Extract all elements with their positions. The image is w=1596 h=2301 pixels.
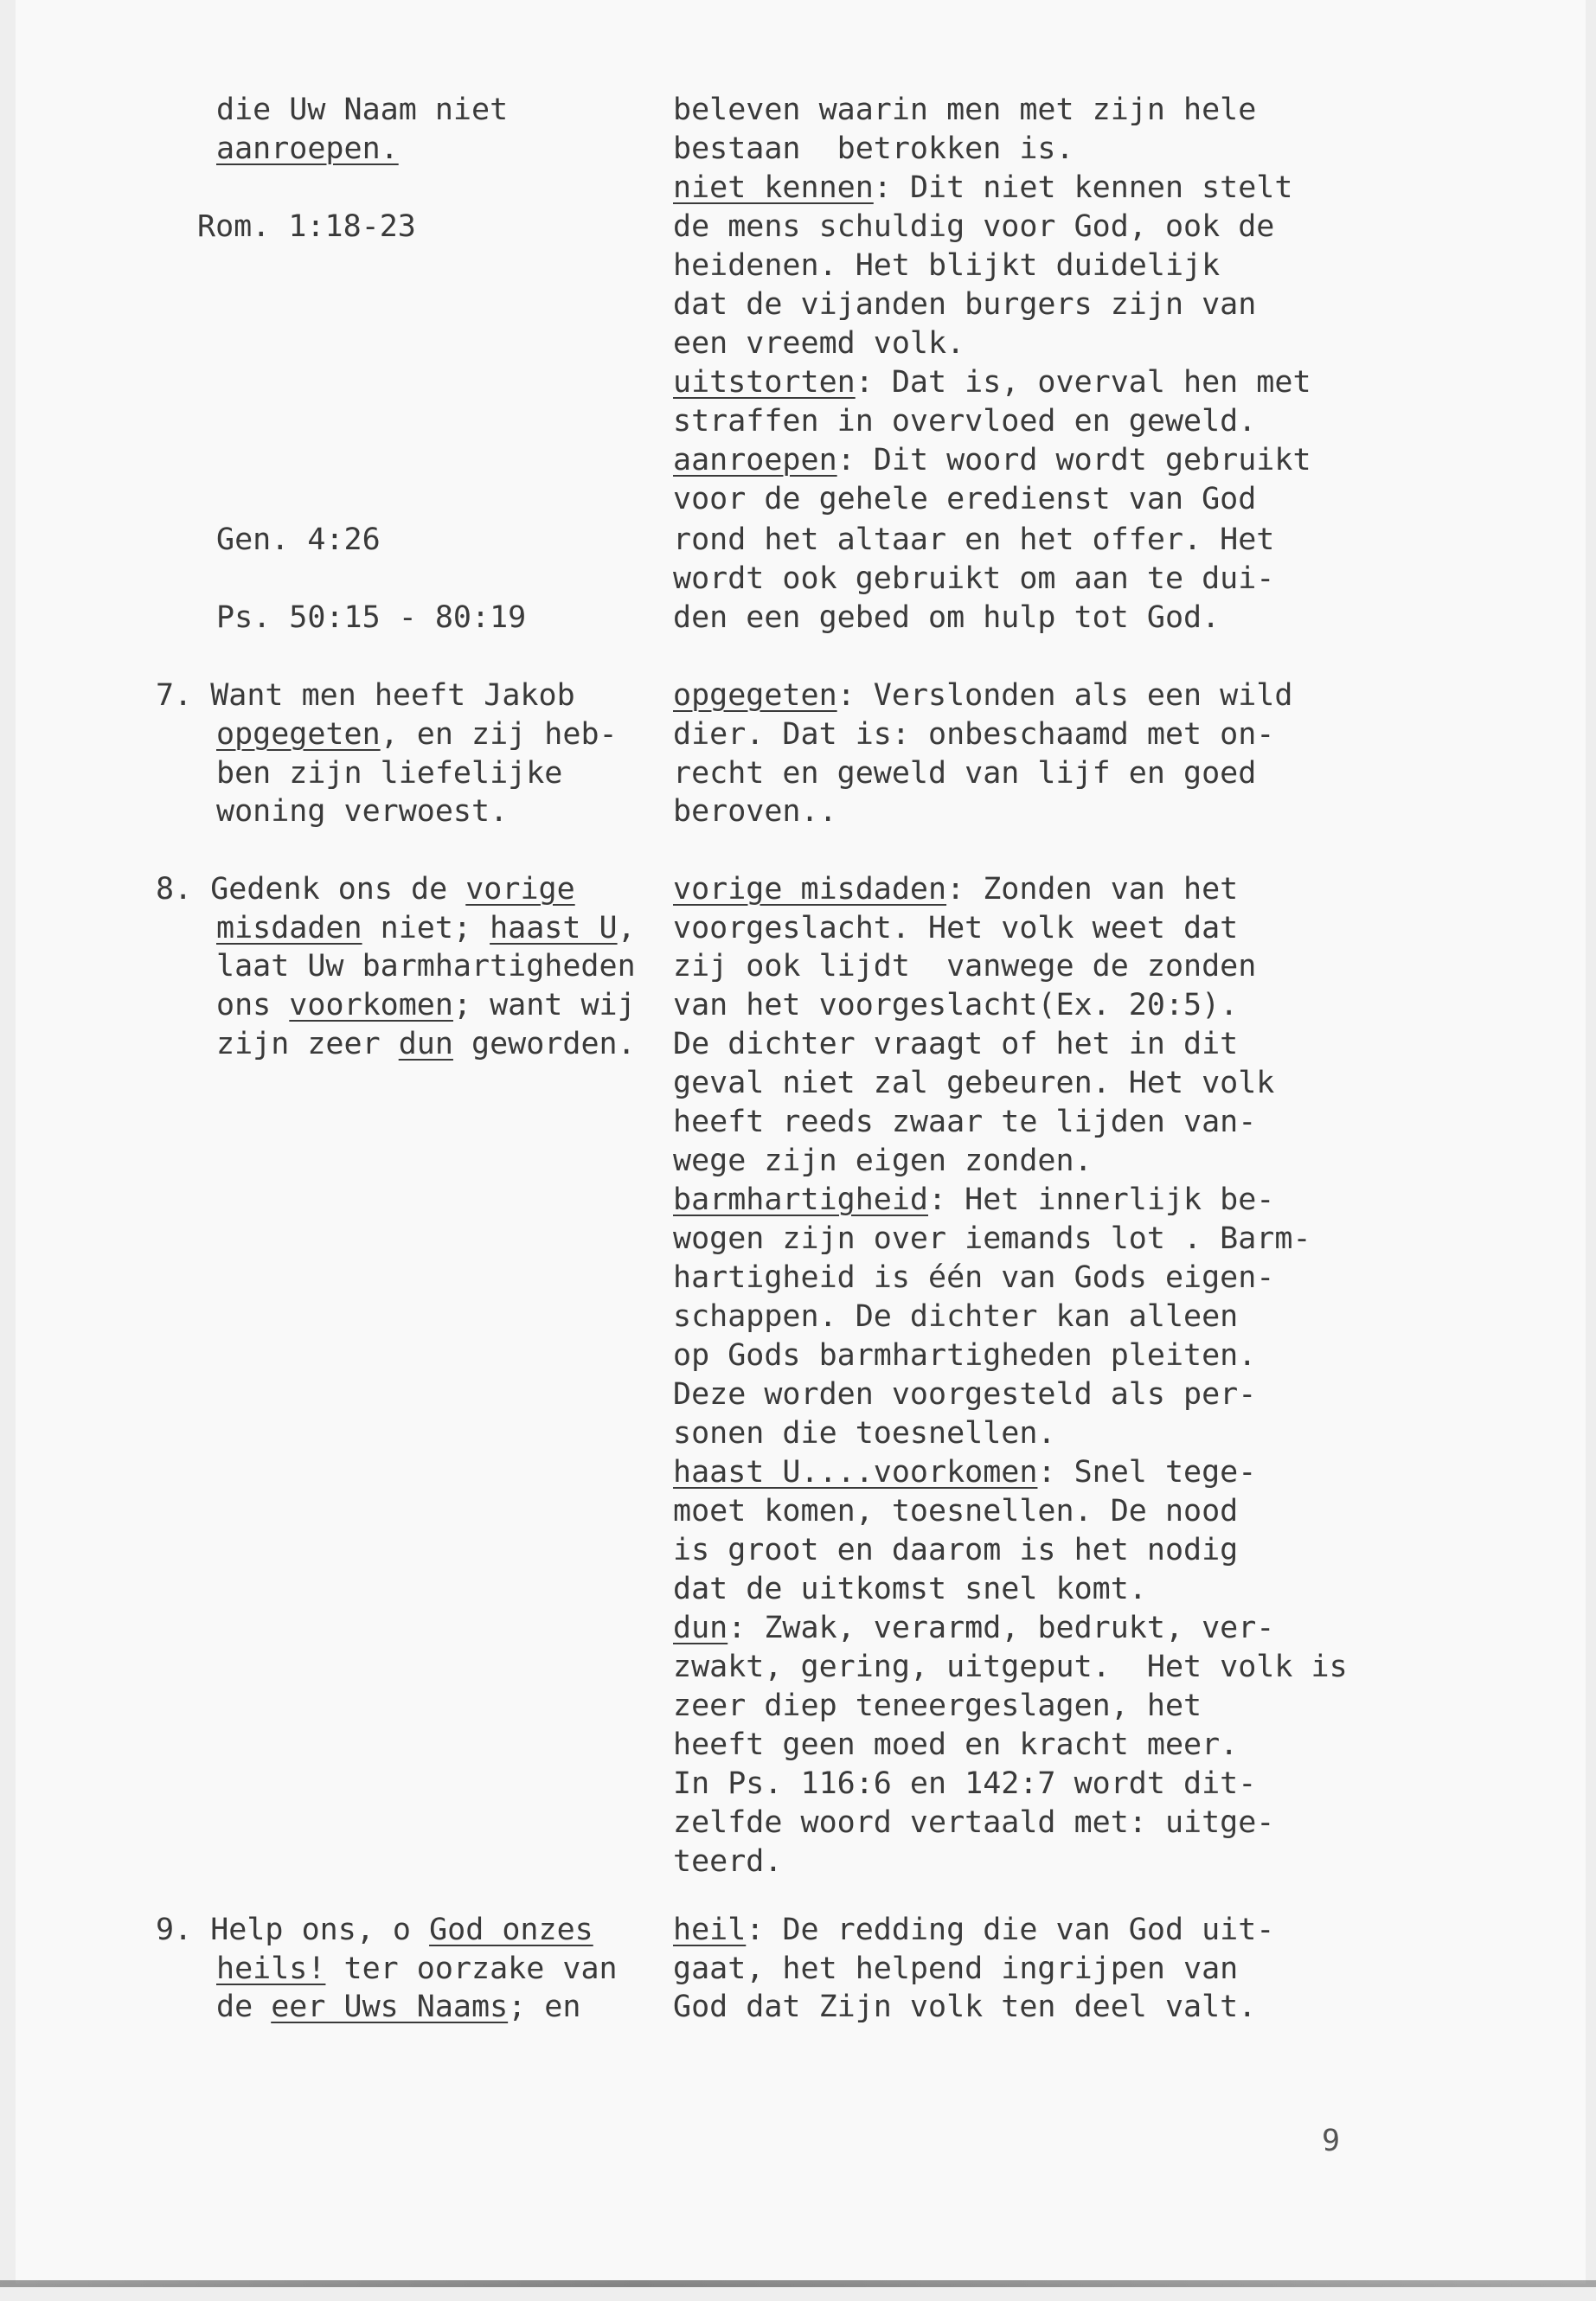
verse-line: [216, 1952, 618, 1986]
verse-line: [156, 872, 575, 907]
commentary-line: [673, 1727, 1238, 1762]
text-segment: dat de uitkomst snel komt.: [673, 1572, 1147, 1606]
text-segment: voor de gehele eredienst van God: [673, 482, 1257, 516]
commentary-line: [673, 482, 1256, 516]
commentary-line: [673, 678, 1292, 713]
text-segment: zeer diep teneergeslagen, het: [673, 1689, 1202, 1723]
text-segment: rond het altaar en het offer. Het: [673, 522, 1275, 557]
underlined-term: niet kennen: [673, 170, 874, 205]
commentary-line: [673, 93, 1256, 127]
text-segment: : Het innerlijk be-: [928, 1183, 1275, 1217]
underlined-term: dun: [398, 1027, 453, 1061]
commentary-line: [673, 170, 1292, 205]
text-segment: : De redding die van God uit-: [746, 1913, 1275, 1947]
commentary-line: [673, 1455, 1256, 1490]
underlined-term: heil: [673, 1913, 747, 1947]
underlined-term: barmhartigheid: [673, 1183, 929, 1217]
text-segment: ben zijn liefelijke: [216, 756, 563, 791]
text-segment: , en zij heb-: [380, 717, 618, 752]
text-segment: ter oorzake van: [325, 1952, 618, 1986]
underlined-term: vorige misdaden: [673, 872, 947, 907]
commentary-line: [673, 1338, 1256, 1373]
commentary-line: [673, 1650, 1348, 1684]
text-segment: : Zwak, verarmd, bedrukt, ver-: [727, 1611, 1275, 1645]
text-segment: de: [216, 1990, 272, 2024]
text-segment: is groot en daarom is het nodig: [673, 1533, 1239, 1567]
verse-line: [216, 131, 399, 166]
commentary-line: [673, 911, 1238, 945]
text-segment: ; want wij: [452, 988, 636, 1022]
text-segment: dat de vijanden burgers zijn van: [673, 287, 1257, 322]
commentary-line: [673, 326, 965, 361]
underlined-term: misdaden: [216, 911, 362, 945]
text-segment: zwakt, gering, uitgeput. Het volk is: [673, 1650, 1348, 1684]
commentary-line: [673, 1416, 1056, 1451]
text-segment: op Gods barmhartigheden pleiten.: [673, 1338, 1257, 1373]
text-segment: : Dit niet kennen stelt: [873, 170, 1293, 205]
underlined-term: haast U: [490, 911, 618, 945]
commentary-line: [673, 717, 1274, 752]
text-segment: laat Uw barmhartigheden: [216, 949, 636, 984]
text-segment: zijn zeer: [216, 1027, 399, 1061]
commentary-line: [673, 1844, 782, 1879]
text-segment: heidenen. Het blijkt duidelijk: [673, 248, 1221, 283]
commentary-line: [673, 1299, 1238, 1334]
text-segment: een vreemd volk.: [673, 326, 965, 361]
underlined-term: vorige: [465, 872, 575, 907]
verse-line: [216, 756, 562, 791]
underlined-term: opgegeten: [673, 678, 837, 713]
verse-line: [216, 93, 508, 127]
page-number: 9: [1322, 2124, 1341, 2158]
text-segment: den een gebed om hulp tot God.: [673, 600, 1221, 635]
commentary-line: [673, 404, 1256, 439]
commentary-line: [673, 131, 1074, 166]
commentary-line: [673, 1494, 1238, 1529]
verse-line: [216, 911, 636, 945]
text-segment: woning verwoest.: [216, 794, 509, 829]
commentary-line: [673, 209, 1274, 244]
verse-line: [216, 1027, 636, 1061]
text-segment: straffen in overvloed en geweld.: [673, 404, 1257, 439]
underlined-term: voorkomen: [289, 988, 453, 1022]
commentary-line: [673, 1105, 1256, 1139]
text-segment: ons: [216, 988, 290, 1022]
text-segment: God dat Zijn volk ten deel valt.: [673, 1990, 1257, 2024]
commentary-line: [673, 1990, 1256, 2024]
text-segment: schappen. De dichter kan alleen: [673, 1299, 1239, 1334]
commentary-line: [673, 756, 1256, 791]
document-page: [16, 0, 1586, 2284]
commentary-line: [673, 365, 1311, 400]
commentary-line: [673, 1260, 1274, 1295]
underlined-term: opgegeten: [216, 717, 381, 752]
text-segment: 7. Want men heeft Jakob: [156, 678, 575, 713]
underlined-term: heils!: [216, 1952, 326, 1986]
text-segment: zij ook lijdt vanwege de zonden: [673, 949, 1257, 984]
commentary-line: [673, 1572, 1147, 1606]
text-segment: geval niet zal gebeuren. Het volk: [673, 1066, 1275, 1100]
commentary-line: [673, 1766, 1256, 1801]
verse-line: [156, 678, 575, 713]
text-segment: : Verslonden als een wild: [836, 678, 1293, 713]
text-segment: van het voorgeslacht(Ex. 20:5).: [673, 988, 1239, 1022]
text-segment: In Ps. 116:6 en 142:7 wordt dit-: [673, 1766, 1257, 1801]
text-segment: moet komen, toesnellen. De nood: [673, 1494, 1239, 1529]
commentary-line: [673, 1689, 1202, 1723]
commentary-line: [673, 522, 1274, 557]
commentary-line: [673, 600, 1220, 635]
scan-edge: [0, 2280, 1596, 2287]
commentary-line: [673, 1144, 1093, 1178]
underlined-term: eer Uws Naams: [271, 1990, 509, 2024]
underlined-term: aanroepen: [673, 443, 837, 478]
commentary-line: [673, 1027, 1238, 1061]
text-segment: 8. Gedenk ons de: [156, 872, 466, 907]
verse-line: [197, 209, 416, 244]
text-segment: : Zonden van het: [946, 872, 1239, 907]
text-segment: niet;: [362, 911, 490, 945]
text-segment: beleven waarin men met zijn hele: [673, 93, 1257, 127]
commentary-line: [673, 1183, 1274, 1217]
commentary-line: [673, 1533, 1238, 1567]
commentary-line: [673, 1377, 1256, 1412]
text-segment: zelfde woord vertaald met: uitge-: [673, 1805, 1275, 1840]
text-segment: bestaan betrokken is.: [673, 131, 1074, 166]
commentary-line: [673, 1221, 1311, 1256]
text-segment: heeft reeds zwaar te lijden van-: [673, 1105, 1257, 1139]
text-segment: die Uw Naam niet: [216, 93, 509, 127]
commentary-line: [673, 248, 1220, 283]
text-segment: : Snel tege-: [1037, 1455, 1257, 1490]
verse-line: [216, 949, 636, 984]
commentary-line: [673, 561, 1274, 596]
verse-line: [216, 600, 526, 635]
text-segment: Ps. 50:15 - 80:19: [216, 600, 527, 635]
text-segment: Deze worden voorgesteld als per-: [673, 1377, 1257, 1412]
text-segment: hartigheid is één van Gods eigen-: [673, 1260, 1275, 1295]
text-segment: gaat, het helpend ingrijpen van: [673, 1952, 1239, 1986]
text-segment: heeft geen moed en kracht meer.: [673, 1727, 1239, 1762]
commentary-line: [673, 1066, 1274, 1100]
commentary-line: [673, 1913, 1274, 1947]
text-segment: sonen die toesnellen.: [673, 1416, 1056, 1451]
commentary-line: [673, 1805, 1274, 1840]
verse-line: [216, 717, 618, 752]
commentary-line: [673, 1952, 1238, 1986]
commentary-line: [673, 443, 1311, 478]
verse-line: [156, 1913, 593, 1947]
commentary-line: [673, 1611, 1274, 1645]
text-segment: : Dit woord wordt gebruikt: [836, 443, 1311, 478]
text-segment: Gen. 4:26: [216, 522, 381, 557]
underlined-term: dun: [673, 1611, 728, 1645]
text-segment: recht en geweld van lijf en goed: [673, 756, 1257, 791]
text-segment: voorgeslacht. Het volk weet dat: [673, 911, 1239, 945]
underlined-term: uitstorten: [673, 365, 856, 400]
text-segment: 9. Help ons, o: [156, 1913, 430, 1947]
text-segment: wordt ook gebruikt om aan te dui-: [673, 561, 1275, 596]
verse-line: [216, 1990, 580, 2024]
verse-line: [216, 794, 508, 829]
text-segment: wogen zijn over iemands lot . Barm-: [673, 1221, 1311, 1256]
text-segment: Rom. 1:18-23: [197, 209, 416, 244]
text-segment: dier. Dat is: onbeschaamd met on-: [673, 717, 1275, 752]
text-segment: De dichter vraagt of het in dit: [673, 1027, 1239, 1061]
commentary-line: [673, 287, 1256, 322]
text-segment: teerd.: [673, 1844, 783, 1879]
text-segment: ; en: [508, 1990, 581, 2024]
verse-line: [216, 522, 381, 557]
verse-line: [216, 988, 636, 1022]
text-segment: beroven..: [673, 794, 837, 829]
commentary-line: [673, 794, 837, 829]
text-segment: de mens schuldig voor God, ook de: [673, 209, 1275, 244]
text-segment: ,: [617, 911, 636, 945]
text-segment: geworden.: [452, 1027, 636, 1061]
underlined-term: haast U....voorkomen: [673, 1455, 1038, 1490]
underlined-term: aanroepen.: [216, 131, 399, 166]
text-segment: wege zijn eigen zonden.: [673, 1144, 1093, 1178]
commentary-line: [673, 949, 1256, 984]
commentary-line: [673, 988, 1238, 1022]
commentary-line: [673, 872, 1238, 907]
text-segment: : Dat is, overval hen met: [855, 365, 1311, 400]
underlined-term: God onzes: [429, 1913, 593, 1947]
